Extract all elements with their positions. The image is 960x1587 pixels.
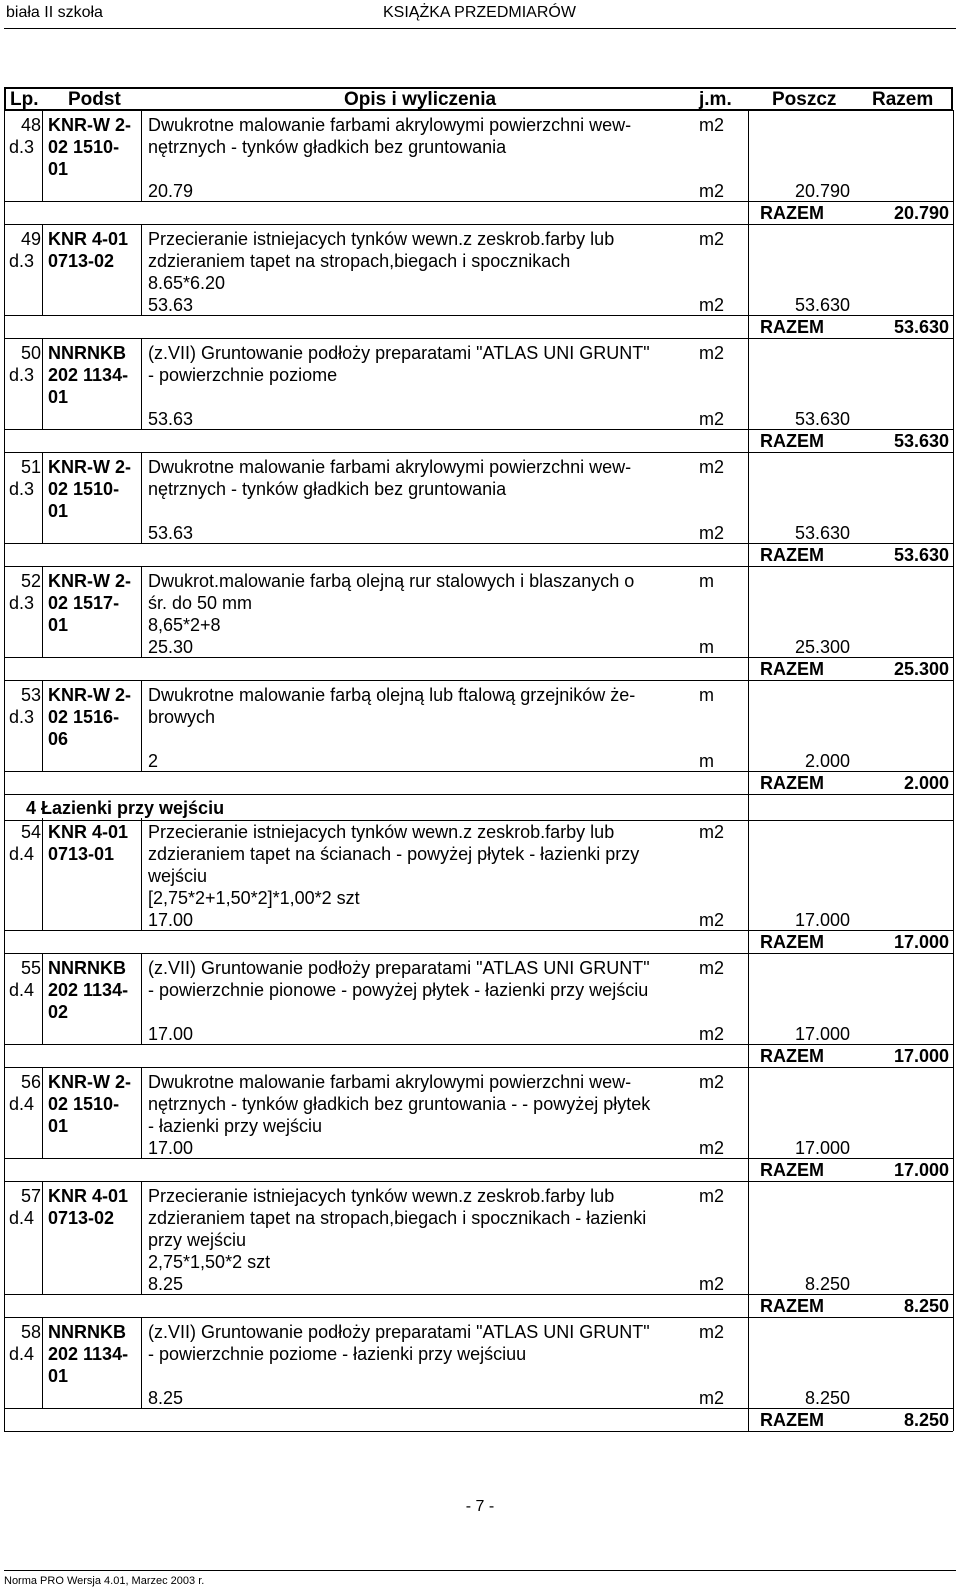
description-line: Dwukrotne malowanie farbą olejną lub ftalową grzejników że-	[148, 685, 636, 705]
partial-value: 8.250	[804, 1388, 850, 1408]
description-cell	[148, 957, 708, 1001]
description-cell	[148, 1071, 708, 1137]
calc-unit: m2	[699, 295, 725, 315]
column-divider	[141, 818, 142, 930]
row-divider	[4, 953, 953, 954]
unit-cell: m2	[699, 457, 725, 477]
item-number: 57	[20, 1186, 41, 1206]
item-section: d.3	[9, 251, 35, 271]
item-number: 51	[20, 457, 41, 477]
row-divider	[4, 543, 953, 544]
column-divider	[141, 1318, 142, 1408]
total-value: 20.790	[893, 203, 949, 223]
total-value: 8.250	[903, 1410, 949, 1430]
description-line: przy wejściu	[148, 1230, 247, 1250]
description-cell	[148, 1321, 708, 1365]
basis-line: NNRNKB	[48, 1322, 126, 1342]
total-value: 25.300	[893, 659, 949, 679]
column-divider	[141, 567, 142, 657]
description-line: (z.VII) Gruntowanie podłoży preparatami "ATLAS UNI GRUNT"	[148, 958, 650, 978]
basis-line: NNRNKB	[48, 343, 126, 363]
total-value: 17.000	[893, 1160, 949, 1180]
description-cell	[148, 456, 708, 500]
footer-rule	[4, 1570, 956, 1571]
partial-value: 53.630	[794, 295, 850, 315]
table-header	[4, 87, 953, 111]
description-line: zdzieraniem tapet na stropach,biegach i spocznikach	[148, 251, 571, 271]
item-number: 48	[20, 115, 41, 135]
col-podst: Podst	[68, 89, 121, 110]
item-section: d.3	[9, 707, 35, 727]
row-divider	[4, 201, 953, 202]
lp-cell	[9, 114, 45, 158]
row-divider	[4, 452, 953, 453]
basis-line: KNR 4-01	[48, 822, 129, 842]
page-number: - 7 -	[465, 1498, 495, 1515]
total-value: 8.250	[903, 1296, 949, 1316]
basis-cell	[48, 1185, 143, 1229]
total-label: RAZEM	[760, 431, 824, 451]
column-divider	[42, 567, 43, 657]
basis-line: 02	[48, 1002, 69, 1022]
unit-cell: m2	[699, 115, 725, 135]
lp-cell	[9, 228, 45, 272]
lp-cell	[9, 821, 45, 865]
partial-value: 53.630	[794, 523, 850, 543]
row-divider	[4, 1158, 953, 1159]
column-divider	[953, 110, 954, 1431]
row-divider	[4, 930, 953, 931]
calc-value: 2	[148, 751, 159, 771]
basis-line: 0713-01	[48, 844, 115, 864]
lp-cell	[9, 570, 45, 614]
item-section: d.4	[9, 1208, 35, 1228]
description-line: śr. do 50 mm	[148, 593, 253, 613]
description-cell	[148, 821, 708, 909]
partial-value: 17.000	[794, 1138, 850, 1158]
basis-line: 02 1510-	[48, 137, 120, 157]
unit-cell: m2	[699, 229, 725, 249]
partial-value: 8.250	[804, 1274, 850, 1294]
description-line: - łazienki przy wejściu	[148, 1116, 323, 1136]
column-divider	[42, 453, 43, 543]
total-label: RAZEM	[760, 932, 824, 952]
calc-unit: m2	[699, 1274, 725, 1294]
basis-line: KNR-W 2-	[48, 571, 131, 591]
description-line: 8.65*6.20	[148, 273, 226, 293]
item-section: d.3	[9, 593, 35, 613]
row-divider	[4, 1044, 953, 1045]
description-line: - powierzchnie pionowe - powyżej płytek - łazienki przy wejściu	[148, 980, 649, 1000]
total-label: RAZEM	[760, 1296, 824, 1316]
item-section: d.4	[9, 1094, 35, 1114]
calc-value: 53.63	[148, 523, 194, 543]
item-number: 54	[20, 822, 41, 842]
total-value: 17.000	[893, 1046, 949, 1066]
description-line: (z.VII) Gruntowanie podłoży preparatami "ATLAS UNI GRUNT"	[148, 1322, 650, 1342]
lp-cell	[9, 1321, 45, 1365]
row-divider	[4, 566, 953, 567]
basis-line: 202 1134-	[48, 1344, 129, 1364]
calc-unit: m2	[699, 409, 725, 429]
total-value: 53.630	[893, 545, 949, 565]
total-label: RAZEM	[760, 203, 824, 223]
unit-cell: m2	[699, 1072, 725, 1092]
basis-cell	[48, 114, 143, 180]
basis-line: 02 1517-	[48, 593, 120, 613]
unit-cell: m	[699, 571, 714, 591]
description-line: Przecieranie istniejacych tynków wewn.z zeskrob.farby lub	[148, 822, 615, 842]
unit-cell: m2	[699, 822, 725, 842]
item-number: 53	[20, 685, 41, 705]
unit-cell: m2	[699, 1186, 725, 1206]
unit-cell: m2	[699, 343, 725, 363]
column-divider	[4, 110, 5, 1431]
description-line: Przecieranie istniejacych tynków wewn.z zeskrob.farby lub	[148, 229, 615, 249]
basis-line: KNR-W 2-	[48, 1072, 131, 1092]
description-cell	[148, 228, 708, 294]
lp-cell	[9, 342, 45, 386]
basis-line: 0713-02	[48, 1208, 115, 1228]
description-cell	[148, 114, 708, 158]
calc-unit: m2	[699, 1388, 725, 1408]
basis-cell	[48, 228, 143, 272]
description-line: nętrznych - tynków gładkich bez gruntowania	[148, 137, 507, 157]
partial-value: 17.000	[794, 1024, 850, 1044]
description-line: zdzieraniem tapet na ścianach - powyżej płytek - łazienki przy	[148, 844, 640, 864]
column-divider	[42, 339, 43, 429]
col-lp: Lp.	[10, 89, 39, 110]
basis-cell	[48, 1321, 143, 1387]
description-line: [2,75*2+1,50*2]*1,00*2 szt	[148, 888, 360, 908]
basis-line: 06	[48, 729, 69, 749]
row-divider	[4, 429, 953, 430]
total-label: RAZEM	[760, 545, 824, 565]
partial-value: 20.790	[794, 181, 850, 201]
section-heading	[4, 798, 224, 819]
row-divider	[4, 315, 953, 316]
lp-cell	[9, 684, 45, 728]
item-section: d.3	[9, 137, 35, 157]
header-title: KSIĄŻKA PRZEDMIARÓW	[383, 4, 576, 21]
calc-unit: m2	[699, 523, 725, 543]
calc-value: 20.79	[148, 181, 194, 201]
description-line: 2,75*1,50*2 szt	[148, 1252, 271, 1272]
description-cell	[148, 1185, 708, 1273]
row-divider	[4, 1181, 953, 1182]
row-divider	[4, 1067, 953, 1068]
basis-line: 01	[48, 501, 69, 521]
total-value: 53.630	[893, 431, 949, 451]
total-label: RAZEM	[760, 659, 824, 679]
description-line: Dwukrotne malowanie farbami akrylowymi powierzchni wew-	[148, 115, 632, 135]
column-divider	[42, 1318, 43, 1408]
column-divider	[141, 954, 142, 1044]
calc-value: 53.63	[148, 409, 194, 429]
total-label: RAZEM	[760, 317, 824, 337]
lp-cell	[9, 1185, 45, 1229]
partial-value: 53.630	[794, 409, 850, 429]
item-number: 50	[20, 343, 41, 363]
partial-value: 17.000	[794, 910, 850, 930]
calc-value: 53.63	[148, 295, 194, 315]
column-divider	[42, 681, 43, 771]
col-razem: Razem	[872, 89, 934, 110]
basis-line: 01	[48, 615, 69, 635]
description-line: Dwukrotne malowanie farbami akrylowymi powierzchni wew-	[148, 1072, 632, 1092]
item-section: d.4	[9, 844, 35, 864]
calc-value: 17.00	[148, 1024, 194, 1044]
unit-cell: m	[699, 685, 714, 705]
column-divider	[42, 1182, 43, 1294]
row-divider	[4, 794, 953, 795]
column-divider	[141, 1182, 142, 1294]
basis-line: KNR 4-01	[48, 1186, 129, 1206]
basis-line: KNR-W 2-	[48, 115, 131, 135]
unit-cell: m2	[699, 1322, 725, 1342]
column-divider	[141, 1068, 142, 1158]
item-number: 55	[20, 958, 41, 978]
header-left: biała II szkoła	[6, 4, 103, 21]
lp-cell	[9, 957, 45, 1001]
column-divider	[42, 225, 43, 315]
row-divider	[4, 1317, 953, 1318]
calc-value: 25.30	[148, 637, 194, 657]
partial-value: 25.300	[794, 637, 850, 657]
item-section: d.3	[9, 365, 35, 385]
column-divider	[141, 339, 142, 429]
item-section: d.3	[9, 479, 35, 499]
item-number: 52	[20, 571, 41, 591]
calc-unit: m2	[699, 910, 725, 930]
column-divider	[141, 453, 142, 543]
total-value: 53.630	[893, 317, 949, 337]
row-divider	[4, 1294, 953, 1295]
description-line: Dwukrotne malowanie farbami akrylowymi powierzchni wew-	[148, 457, 632, 477]
column-divider	[748, 110, 749, 1431]
basis-cell	[48, 957, 143, 1023]
row-divider	[4, 1408, 953, 1409]
calc-value: 8.25	[148, 1274, 184, 1294]
description-line: nętrznych - tynków gładkich bez gruntowania - - powyżej płytek	[148, 1094, 651, 1114]
column-divider	[141, 681, 142, 771]
basis-line: 01	[48, 387, 69, 407]
header-rule	[4, 28, 956, 29]
row-divider	[4, 224, 953, 225]
basis-cell	[48, 821, 143, 865]
section-title: Łazienki przy wejściu	[36, 798, 225, 818]
description-cell	[148, 570, 708, 636]
column-divider	[42, 818, 43, 930]
total-value: 17.000	[893, 932, 949, 952]
calc-unit: m	[699, 751, 714, 771]
basis-line: 202 1134-	[48, 980, 129, 1000]
basis-cell	[48, 1071, 143, 1137]
description-cell	[148, 684, 708, 728]
column-divider	[42, 111, 43, 201]
basis-line: 01	[48, 1366, 69, 1386]
basis-line: 02 1510-	[48, 479, 120, 499]
total-value: 2.000	[903, 773, 949, 793]
basis-line: KNR-W 2-	[48, 457, 131, 477]
item-number: 49	[20, 229, 41, 249]
calc-value: 8.25	[148, 1388, 184, 1408]
basis-line: KNR-W 2-	[48, 685, 131, 705]
column-divider	[141, 111, 142, 201]
partial-value: 2.000	[804, 751, 850, 771]
basis-line: KNR 4-01	[48, 229, 129, 249]
basis-cell	[48, 456, 143, 522]
row-divider	[4, 680, 953, 681]
description-cell	[148, 342, 708, 386]
calc-value: 17.00	[148, 910, 194, 930]
calc-unit: m	[699, 637, 714, 657]
description-line: nętrznych - tynków gładkich bez gruntowania	[148, 479, 507, 499]
total-label: RAZEM	[760, 1046, 824, 1066]
basis-line: 02 1516-	[48, 707, 120, 727]
calc-unit: m2	[699, 181, 725, 201]
description-line: 8,65*2+8	[148, 615, 221, 635]
unit-cell: m2	[699, 958, 725, 978]
calc-value: 17.00	[148, 1138, 194, 1158]
row-divider	[4, 657, 953, 658]
basis-line: 01	[48, 1116, 69, 1136]
basis-line: 202 1134-	[48, 365, 129, 385]
description-line: Przecieranie istniejacych tynków wewn.z zeskrob.farby lub	[148, 1186, 615, 1206]
basis-line: 0713-02	[48, 251, 115, 271]
basis-line: NNRNKB	[48, 958, 126, 978]
description-line: Dwukrot.malowanie farbą olejną rur stalowych i blaszanych o	[148, 571, 635, 591]
col-jm: j.m.	[699, 89, 732, 110]
col-opis: Opis i wyliczenia	[344, 89, 497, 110]
item-number: 58	[20, 1322, 41, 1342]
description-line: - powierzchnie poziome - łazienki przy wejściuu	[148, 1344, 527, 1364]
description-line: - powierzchnie poziome	[148, 365, 338, 385]
footer-text: Norma PRO Wersja 4.01, Marzec 2003 r.	[4, 1575, 205, 1587]
total-label: RAZEM	[760, 1410, 824, 1430]
column-divider	[42, 954, 43, 1044]
item-section: d.4	[9, 1344, 35, 1364]
column-divider	[42, 1068, 43, 1158]
row-divider	[4, 771, 953, 772]
calc-unit: m2	[699, 1024, 725, 1044]
basis-cell	[48, 342, 143, 408]
calc-unit: m2	[699, 1138, 725, 1158]
lp-cell	[9, 1071, 45, 1115]
column-divider	[141, 225, 142, 315]
description-line: zdzieraniem tapet na stropach,biegach i spocznikach - łazienki	[148, 1208, 647, 1228]
row-divider	[4, 338, 953, 339]
total-label: RAZEM	[760, 773, 824, 793]
item-number: 56	[20, 1072, 41, 1092]
description-line: browych	[148, 707, 216, 727]
basis-line: 01	[48, 159, 69, 179]
basis-cell	[48, 570, 143, 636]
lp-cell	[9, 456, 45, 500]
section-number: 4	[25, 798, 36, 818]
description-line: wejściu	[148, 866, 208, 886]
description-line: (z.VII) Gruntowanie podłoży preparatami "ATLAS UNI GRUNT"	[148, 343, 650, 363]
total-label: RAZEM	[760, 1160, 824, 1180]
basis-cell	[48, 684, 143, 750]
basis-line: 02 1510-	[48, 1094, 120, 1114]
col-poszcz: Poszcz	[772, 89, 837, 110]
item-section: d.4	[9, 980, 35, 1000]
row-divider	[4, 1431, 953, 1432]
